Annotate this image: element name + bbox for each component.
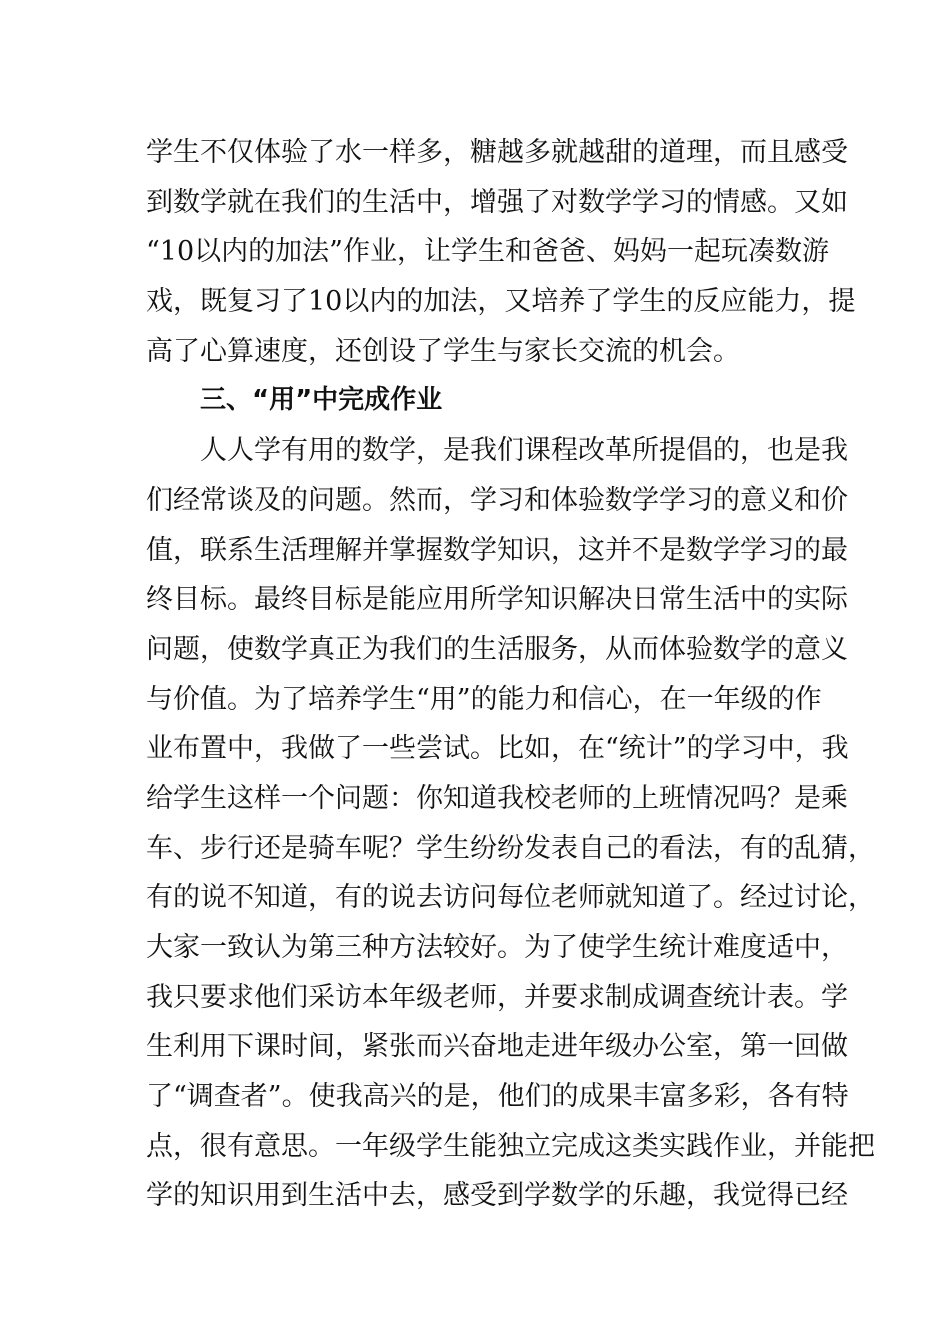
text-line: 有的说不知道，有的说去访问每位老师就知道了。经过讨论， [146,882,875,914]
text-line: 们经常谈及的问题。然而，学习和体验数学学习的意义和价 [146,484,848,516]
text-line: 高了心算速度，还创设了学生与家长交流的机会。 [146,335,740,367]
text-line: 与价值。为了培养学生“用”的能力和信心，在一年级的作 [146,683,822,715]
text-line: 终目标。最终目标是能应用所学知识解决日常生活中的实际 [146,584,848,616]
text-line: 问题，使数学真正为我们的生活服务，从而体验数学的意义 [146,633,848,665]
paragraph-2 [146,426,875,1221]
text-line: 人人学有用的数学，是我们课程改革所提倡的，也是我 [200,435,848,467]
section-heading: 三、“用”中完成作业 [200,385,443,416]
text-line: 学生不仅体验了水一样多，糖越多就越甜的道理，而且感受 [146,137,848,168]
text-line: 点，很有意思。一年级学生能独立完成这类实践作业，并能把 [146,1130,875,1162]
text-line: 生利用下课时间，紧张而兴奋地走进年级办公室，第一回做 [146,1031,848,1063]
text-line: 给学生这样一个问题：你知道我校老师的上班情况吗？是乘 [146,782,848,814]
body-text [146,128,875,1221]
text-line: 学的知识用到生活中去，感受到学数学的乐趣，我觉得已经 [146,1180,848,1212]
text-line: “10以内的加法”作业，让学生和爸爸、妈妈一起玩凑数游 [146,236,829,268]
text-line: 车、步行还是骑车呢？学生纷纷发表自己的看法，有的乱猜， [146,832,875,864]
text-line: 大家一致认为第三种方法较好。为了使学生统计难度适中， [146,932,848,963]
text-line: 我只要求他们采访本年级老师，并要求制成调查统计表。学 [146,981,848,1013]
text-line: 业布置中，我做了一些尝试。比如，在“统计”的学习中，我 [146,733,849,765]
text-line: 戏，既复习了10以内的加法，又培养了学生的反应能力，提 [146,286,856,318]
text-line: 到数学就在我们的生活中，增强了对数学学习的情感。又如 [146,186,848,218]
paragraph-1 [146,128,856,376]
text-line: 了“调查者”。使我高兴的是，他们的成果丰富多彩，各有特 [146,1081,849,1113]
text-line: 值，联系生活理解并掌握数学知识，这并不是数学学习的最 [146,534,848,566]
